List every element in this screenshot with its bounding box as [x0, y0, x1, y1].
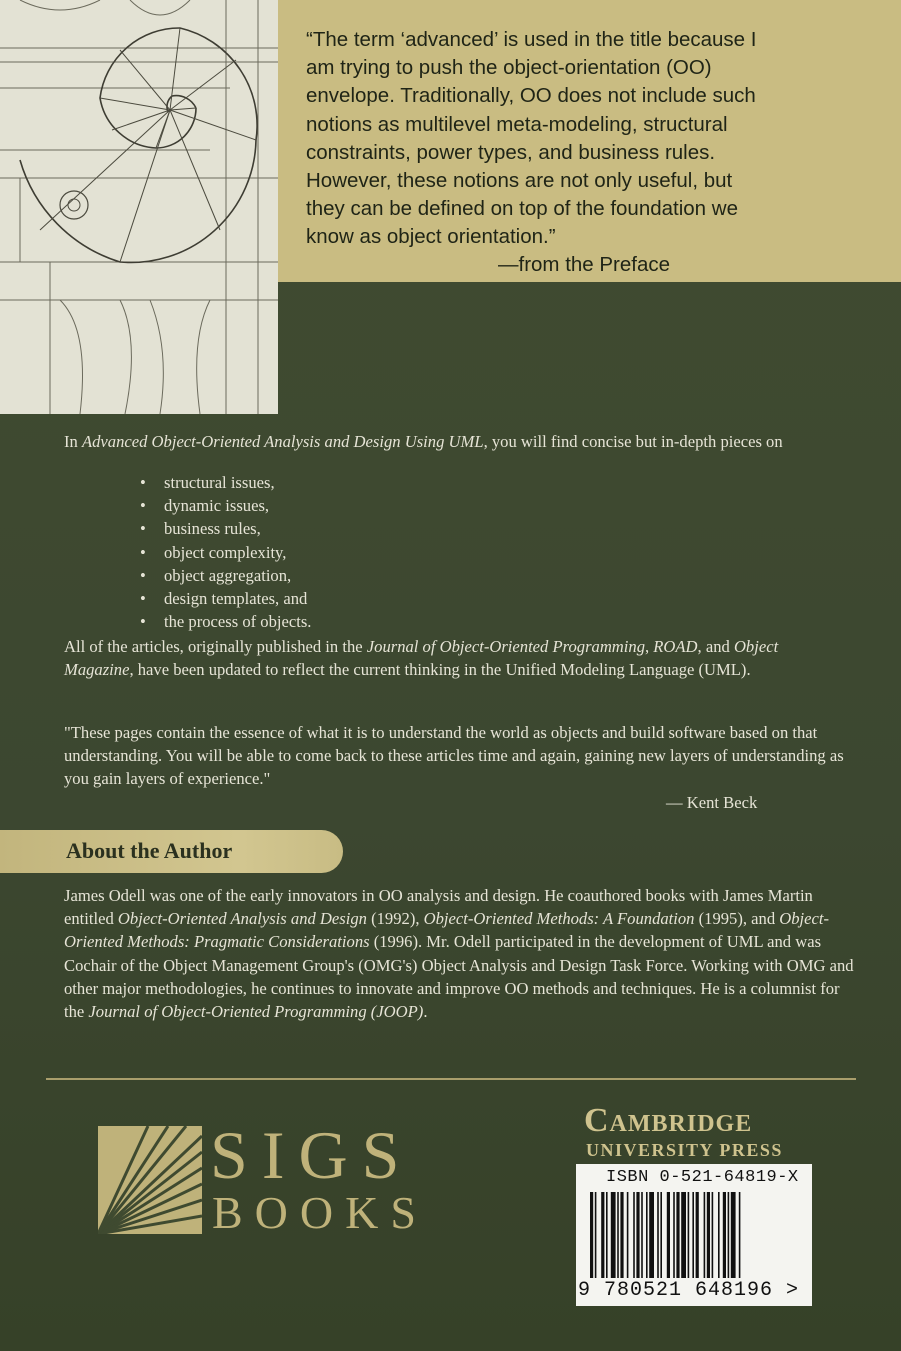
topic-label: object complexity, — [164, 542, 287, 562]
barcode-bar — [728, 1192, 730, 1278]
list-item — [140, 587, 311, 610]
barcode-bar — [731, 1192, 736, 1278]
topic-label: structural issues, — [164, 473, 275, 492]
author-bio-paragraph — [64, 884, 854, 1023]
architectural-engraving-illustration — [0, 0, 278, 414]
book-title: Object-Oriented Analysis and Design — [117, 909, 367, 929]
sigs-wordmark: SIGS — [210, 1117, 414, 1193]
journal-title: Journal of Object-Oriented Programming — [366, 637, 645, 656]
journal-title: Object Magazine — [64, 637, 779, 680]
barcode-bar — [667, 1192, 670, 1278]
topic-label: dynamic issues, — [164, 496, 270, 516]
book-title: Journal of Object-Oriented Programming (JOOP) — [88, 1002, 424, 1022]
barcode-bar — [688, 1192, 690, 1278]
topic-label: object aggregation, — [164, 565, 292, 585]
barcode-bars — [590, 1192, 798, 1278]
articles-text: , — [645, 637, 654, 656]
bullet-icon: • — [140, 612, 146, 632]
barcode-bar — [704, 1192, 706, 1278]
barcode-bar — [681, 1192, 686, 1278]
barcode-bar — [595, 1192, 597, 1278]
preface-quote-panel — [278, 0, 901, 282]
topics-list — [140, 471, 311, 633]
barcode-bar — [627, 1192, 629, 1278]
isbn-number: ISBN 0-521-64819-X — [606, 1168, 799, 1187]
about-author-heading: About the Author — [66, 838, 233, 863]
list-item — [140, 517, 311, 540]
intro-paragraph — [64, 430, 844, 453]
articles-text: , and — [697, 637, 734, 656]
book-title: Object-Oriented Methods: Pragmatic Considerations — [64, 909, 830, 952]
barcode-bar — [611, 1192, 616, 1278]
bullet-icon: • — [140, 588, 146, 608]
bullet-icon: • — [140, 565, 146, 585]
barcode-bar — [657, 1192, 659, 1278]
barcode-bar — [636, 1192, 639, 1278]
barcode-bar — [673, 1192, 675, 1278]
barcode-bar — [739, 1192, 741, 1278]
bullet-icon: • — [140, 496, 146, 516]
kent-beck-attribution: — Kent Beck — [666, 793, 758, 812]
barcode-bar — [646, 1192, 648, 1278]
articles-text: , have been updated to reflect the current thinking in the Unified Modeling Language (UML). — [129, 660, 751, 680]
barcode-bar — [676, 1192, 679, 1278]
bullet-icon: • — [140, 519, 146, 539]
barcode-bar — [641, 1192, 643, 1278]
university-press-wordmark: UNIVERSITY PRESS — [586, 1140, 783, 1160]
bio-text: James Odell was one of the early innovators in OO analysis and design. He coauthored books with James Martin entitled — [64, 886, 813, 929]
nautilus-spiral-drawing — [0, 0, 278, 414]
intro-suffix: , you will find concise but in-depth pieces on — [483, 432, 783, 451]
cambridge-wordmark: Cambridge — [584, 1102, 753, 1139]
barcode-bar — [590, 1192, 593, 1278]
barcode-bar — [696, 1192, 699, 1278]
barcode-bar — [606, 1192, 608, 1278]
kent-beck-quote: "These pages contain the essence of what it is to understand the world as objects and build software based on that understanding. You will be able to come back to these articles time and again, gaining new layers of understanding as you gain layers of experience." — [64, 723, 844, 789]
intro-book-title: Advanced Object-Oriented Analysis and Design Using UML — [81, 432, 484, 451]
list-item — [140, 610, 311, 633]
journal-title: ROAD — [653, 637, 698, 656]
bio-text: . — [423, 1002, 428, 1022]
barcode-bar — [718, 1192, 720, 1278]
preface-quote-attribution: —from the Preface — [498, 253, 671, 276]
bio-text: (1992), — [366, 909, 424, 929]
barcode-bar — [601, 1192, 604, 1278]
sigs-books-logo-mark — [98, 1126, 202, 1234]
articles-text: All of the articles, originally published in the — [64, 637, 367, 656]
horizontal-divider — [46, 1078, 856, 1080]
topic-label: design templates, and — [164, 588, 308, 608]
barcode-bar — [617, 1192, 619, 1278]
bullet-icon: • — [140, 542, 146, 562]
bullet-icon: • — [140, 473, 146, 492]
barcode-bar — [692, 1192, 694, 1278]
barcode-bar — [649, 1192, 654, 1278]
preface-quote: “The term ‘advanced’ is used in the title because I am trying to push the object-orientation (OO) envelope. Traditionally, OO does not include such notions as multilevel meta-modeling, structural constraints, power types, and business rules. However, these notions are not only useful, but they can be defined on top of the foundation we know as object orientation.” — [306, 28, 757, 249]
topic-label: business rules, — [164, 519, 261, 539]
articles-paragraph — [64, 635, 844, 681]
isbn-barcode — [576, 1164, 812, 1306]
bio-text: (1995), and — [694, 909, 780, 929]
barcode-bar — [633, 1192, 635, 1278]
barcode-bar — [723, 1192, 726, 1278]
topic-label: the process of objects. — [164, 612, 312, 632]
ean-number: 9 780521 648196 > — [578, 1279, 800, 1302]
bio-text: (1996). Mr. Odell participated in the development of UML and was Cochair of the Object Management Group's (OMG's) Object Analysis and Design Task Force. Working with OMG and other major methodologies, he continues to innovate and improve OO methods and techniques. He is a columnist for the — [64, 932, 854, 1022]
barcode-bar — [712, 1192, 714, 1278]
books-wordmark: BOOKS — [212, 1187, 428, 1238]
barcode-bar — [707, 1192, 710, 1278]
list-item — [140, 471, 311, 494]
book-title: Object-Oriented Methods: A Foundation — [423, 909, 695, 929]
list-item — [140, 541, 311, 564]
barcode-bar — [620, 1192, 623, 1278]
list-item — [140, 564, 311, 587]
barcode-bar — [660, 1192, 662, 1278]
list-item — [140, 494, 311, 517]
intro-prefix: In — [64, 432, 82, 451]
